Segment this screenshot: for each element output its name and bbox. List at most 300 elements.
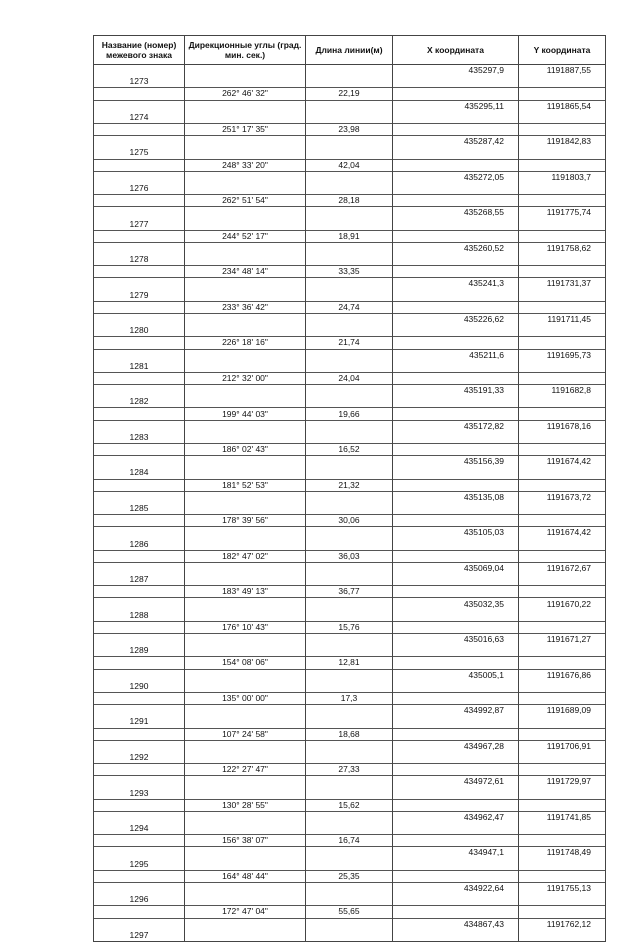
coordinates-table [93,35,606,942]
x-coordinate: 435211,6 [393,349,519,361]
name-blank [94,444,185,456]
table-row [94,301,606,313]
y-coordinate: 1191676,86 [519,669,606,681]
x-coordinate: 434967,28 [393,740,519,752]
name-blank [94,586,185,598]
line-length: 24,74 [306,301,393,313]
y-blank [519,396,606,408]
point-name-blank [94,705,185,717]
x-blank [393,728,519,740]
y-coordinate: 1191695,73 [519,349,606,361]
table-row [94,539,606,551]
x-blank [393,716,519,728]
y-blank [519,894,606,906]
angle-blank [185,930,306,942]
name-blank [94,337,185,349]
table-row [94,621,606,633]
table-row [94,76,606,88]
name-blank [94,159,185,171]
angle-blank [185,65,306,77]
table-row [94,242,606,254]
line-length: 21,74 [306,337,393,349]
table-row [94,870,606,882]
point-name: 1289 [94,645,185,657]
table-row [94,266,606,278]
angle-blank [185,242,306,254]
header-name: Название (номер) межевого знака [94,36,185,65]
y-blank [519,515,606,527]
y-blank [519,372,606,384]
y-blank [519,681,606,693]
point-name: 1278 [94,254,185,266]
direction-angle: 262° 46' 32" [185,88,306,100]
table-row [94,799,606,811]
table-row [94,740,606,752]
table-row [94,835,606,847]
length-blank [306,776,393,788]
table-row [94,669,606,681]
angle-blank [185,894,306,906]
table-row [94,574,606,586]
length-blank [306,752,393,764]
line-length: 28,18 [306,195,393,207]
angle-blank [185,467,306,479]
y-coordinate: 1191678,16 [519,420,606,432]
table-row [94,349,606,361]
table-row [94,290,606,302]
table-row [94,456,606,468]
table-row [94,88,606,100]
x-blank [393,787,519,799]
point-name-blank [94,527,185,539]
table-row [94,515,606,527]
y-coordinate: 1191762,12 [519,918,606,930]
table-row [94,906,606,918]
length-blank [306,503,393,515]
x-blank [393,503,519,515]
angle-blank [185,598,306,610]
direction-angle: 164° 48' 44" [185,870,306,882]
x-blank [393,396,519,408]
angle-blank [185,396,306,408]
y-coordinate: 1191842,83 [519,136,606,148]
line-length: 19,66 [306,408,393,420]
x-coordinate: 434867,43 [393,918,519,930]
table-row [94,444,606,456]
point-name: 1292 [94,752,185,764]
angle-blank [185,100,306,112]
x-blank [393,325,519,337]
angle-blank [185,112,306,124]
x-blank [393,610,519,622]
name-blank [94,479,185,491]
y-blank [519,930,606,942]
y-coordinate: 1191711,45 [519,313,606,325]
y-coordinate: 1191803,7 [519,171,606,183]
point-name-blank [94,598,185,610]
x-blank [393,479,519,491]
x-blank [393,88,519,100]
table-row [94,503,606,515]
length-blank [306,681,393,693]
header-x: X координата [393,36,519,65]
y-blank [519,159,606,171]
angle-blank [185,574,306,586]
length-blank [306,918,393,930]
angle-blank [185,882,306,894]
y-blank [519,432,606,444]
y-coordinate: 1191865,54 [519,100,606,112]
x-coordinate: 434992,87 [393,705,519,717]
x-blank [393,195,519,207]
x-blank [393,645,519,657]
point-name: 1277 [94,218,185,230]
direction-angle: 199° 44' 03" [185,408,306,420]
y-coordinate: 1191682,8 [519,385,606,397]
point-name-blank [94,313,185,325]
table-row [94,823,606,835]
angle-blank [185,325,306,337]
table-row [94,361,606,373]
table-row [94,159,606,171]
table-row [94,527,606,539]
point-name: 1276 [94,183,185,195]
angle-blank [185,254,306,266]
x-blank [393,112,519,124]
direction-angle: 182° 47' 02" [185,550,306,562]
length-blank [306,823,393,835]
y-blank [519,539,606,551]
angle-blank [185,669,306,681]
x-coordinate: 435156,39 [393,456,519,468]
y-coordinate: 1191672,67 [519,562,606,574]
length-blank [306,361,393,373]
length-blank [306,539,393,551]
y-blank [519,752,606,764]
length-blank [306,325,393,337]
x-blank [393,657,519,669]
header-length: Длина линии(м) [306,36,393,65]
x-blank [393,444,519,456]
x-blank [393,266,519,278]
x-coordinate: 435268,55 [393,207,519,219]
table-row [94,337,606,349]
x-blank [393,586,519,598]
length-blank [306,740,393,752]
direction-angle: 172° 47' 04" [185,906,306,918]
header-angle: Дирекционные углы (град. мин. сек.) [185,36,306,65]
table-row [94,195,606,207]
y-blank [519,76,606,88]
angle-blank [185,610,306,622]
length-blank [306,183,393,195]
x-blank [393,361,519,373]
length-blank [306,65,393,77]
x-blank [393,254,519,266]
y-blank [519,218,606,230]
direction-angle: 233° 36' 42" [185,301,306,313]
x-blank [393,301,519,313]
y-blank [519,621,606,633]
line-length: 42,04 [306,159,393,171]
line-length: 16,74 [306,835,393,847]
x-blank [393,147,519,159]
angle-blank [185,218,306,230]
direction-angle: 154° 08' 06" [185,657,306,669]
x-blank [393,835,519,847]
name-blank [94,764,185,776]
direction-angle: 176° 10' 43" [185,621,306,633]
length-blank [306,432,393,444]
table-row [94,894,606,906]
line-length: 55,65 [306,906,393,918]
angle-blank [185,491,306,503]
y-coordinate: 1191729,97 [519,776,606,788]
y-blank [519,325,606,337]
x-blank [393,692,519,704]
y-blank [519,764,606,776]
angle-blank [185,207,306,219]
length-blank [306,147,393,159]
length-blank [306,527,393,539]
angle-blank [185,432,306,444]
name-blank [94,123,185,135]
table-row [94,645,606,657]
x-blank [393,906,519,918]
x-blank [393,764,519,776]
point-name-blank [94,65,185,77]
table-row [94,764,606,776]
direction-angle: 248° 33' 20" [185,159,306,171]
length-blank [306,396,393,408]
table-row [94,230,606,242]
point-name-blank [94,100,185,112]
line-length: 21,32 [306,479,393,491]
table-row [94,100,606,112]
x-blank [393,574,519,586]
angle-blank [185,859,306,871]
y-blank [519,444,606,456]
y-blank [519,254,606,266]
line-length: 18,91 [306,230,393,242]
y-coordinate: 1191674,42 [519,527,606,539]
angle-blank [185,740,306,752]
angle-blank [185,385,306,397]
y-coordinate: 1191748,49 [519,847,606,859]
x-coordinate: 434972,61 [393,776,519,788]
length-blank [306,171,393,183]
angle-blank [185,645,306,657]
table-row [94,634,606,646]
table-row [94,728,606,740]
x-coordinate: 435287,42 [393,136,519,148]
y-blank [519,88,606,100]
x-coordinate: 435069,04 [393,562,519,574]
point-name: 1296 [94,894,185,906]
x-blank [393,159,519,171]
length-blank [306,290,393,302]
table-row [94,325,606,337]
y-blank [519,467,606,479]
direction-angle: 183° 49' 13" [185,586,306,598]
line-length: 23,98 [306,123,393,135]
point-name-blank [94,207,185,219]
length-blank [306,385,393,397]
table-row [94,467,606,479]
table-row [94,432,606,444]
point-name-blank [94,740,185,752]
y-blank [519,550,606,562]
y-blank [519,823,606,835]
line-length: 17,3 [306,692,393,704]
y-coordinate: 1191706,91 [519,740,606,752]
angle-blank [185,562,306,574]
y-coordinate: 1191775,74 [519,207,606,219]
table-row [94,918,606,930]
table-row [94,550,606,562]
line-length: 24,04 [306,372,393,384]
length-blank [306,574,393,586]
point-name: 1284 [94,467,185,479]
point-name-blank [94,847,185,859]
table-row [94,136,606,148]
point-name: 1288 [94,610,185,622]
x-blank [393,218,519,230]
table-row [94,123,606,135]
angle-blank [185,313,306,325]
x-blank [393,539,519,551]
direction-angle: 135° 00' 00" [185,692,306,704]
y-blank [519,183,606,195]
angle-blank [185,811,306,823]
table-row [94,278,606,290]
x-coordinate: 435297,9 [393,65,519,77]
point-name-blank [94,669,185,681]
point-name-blank [94,385,185,397]
table-row [94,716,606,728]
x-coordinate: 435032,35 [393,598,519,610]
y-blank [519,645,606,657]
length-blank [306,716,393,728]
direction-angle: 107° 24' 58" [185,728,306,740]
point-name-blank [94,918,185,930]
table-row [94,147,606,159]
x-coordinate: 435135,08 [393,491,519,503]
name-blank [94,195,185,207]
y-coordinate: 1191674,42 [519,456,606,468]
name-blank [94,372,185,384]
table-row [94,313,606,325]
line-length: 15,62 [306,799,393,811]
length-blank [306,349,393,361]
x-blank [393,467,519,479]
point-name: 1297 [94,930,185,942]
table-row [94,562,606,574]
direction-angle: 122° 27' 47" [185,764,306,776]
angle-blank [185,76,306,88]
point-name: 1274 [94,112,185,124]
length-blank [306,610,393,622]
name-blank [94,301,185,313]
line-length: 36,03 [306,550,393,562]
y-blank [519,112,606,124]
point-name-blank [94,634,185,646]
point-name-blank [94,562,185,574]
line-length: 12,81 [306,657,393,669]
table-row [94,610,606,622]
y-coordinate: 1191689,09 [519,705,606,717]
length-blank [306,420,393,432]
x-coordinate: 434922,64 [393,882,519,894]
point-name: 1286 [94,539,185,551]
line-length: 16,52 [306,444,393,456]
length-blank [306,207,393,219]
length-blank [306,112,393,124]
direction-angle: 234° 48' 14" [185,266,306,278]
y-blank [519,859,606,871]
angle-blank [185,634,306,646]
x-blank [393,621,519,633]
x-blank [393,76,519,88]
y-coordinate: 1191671,27 [519,634,606,646]
y-blank [519,301,606,313]
name-blank [94,692,185,704]
direction-angle: 130° 28' 55" [185,799,306,811]
x-coordinate: 435005,1 [393,669,519,681]
table-row [94,681,606,693]
header-y: Y координата [519,36,606,65]
x-blank [393,432,519,444]
point-name-blank [94,811,185,823]
point-name: 1291 [94,716,185,728]
angle-blank [185,349,306,361]
table-header-row [94,36,606,65]
direction-angle: 244° 52' 17" [185,230,306,242]
point-name: 1281 [94,361,185,373]
angle-blank [185,147,306,159]
name-blank [94,88,185,100]
length-blank [306,456,393,468]
length-blank [306,100,393,112]
name-blank [94,408,185,420]
length-blank [306,705,393,717]
length-blank [306,894,393,906]
y-blank [519,479,606,491]
length-blank [306,669,393,681]
angle-blank [185,776,306,788]
table-row [94,657,606,669]
y-blank [519,408,606,420]
length-blank [306,634,393,646]
point-name: 1283 [94,432,185,444]
table-row [94,396,606,408]
x-blank [393,823,519,835]
line-length: 15,76 [306,621,393,633]
name-blank [94,230,185,242]
point-name-blank [94,420,185,432]
angle-blank [185,183,306,195]
angle-blank [185,290,306,302]
angle-blank [185,278,306,290]
angle-blank [185,420,306,432]
point-name-blank [94,491,185,503]
point-name-blank [94,136,185,148]
angle-blank [185,716,306,728]
length-blank [306,313,393,325]
table-row [94,207,606,219]
y-blank [519,361,606,373]
y-coordinate: 1191758,62 [519,242,606,254]
